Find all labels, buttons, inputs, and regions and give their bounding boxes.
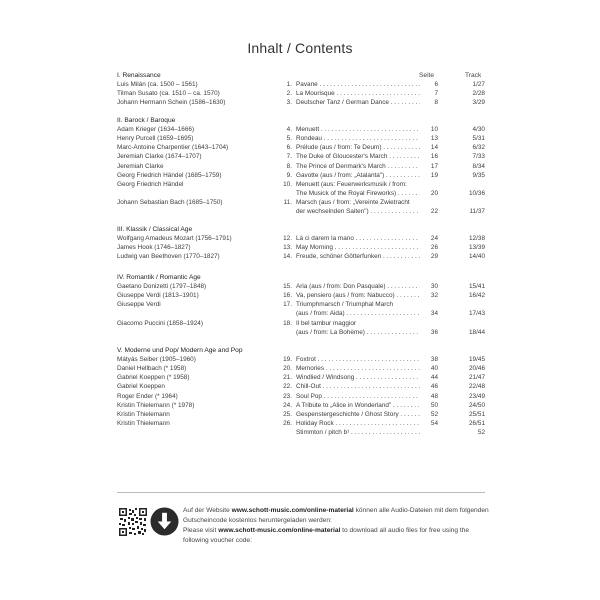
- entry-number: 7.: [286, 153, 292, 161]
- piece-title-text: Foxtrot: [296, 356, 316, 363]
- composer-name: Giacomo Puccini (1858–1924): [117, 319, 203, 327]
- toc-entry: [0, 365, 600, 374]
- composer-name: Mátyás Seiber (1905–1960): [117, 356, 196, 363]
- piece-title-text: Rondeau: [296, 135, 322, 143]
- piece-title-text: (aus / from: La Bohème): [296, 328, 365, 336]
- piece-title: [296, 429, 420, 437]
- composer-name: Jeremiah Clarke (1674–1707): [117, 153, 202, 161]
- piece-title-text: der wechselnden Saiten"): [296, 208, 369, 216]
- piece-title-text: Stimmton / pitch b¹: [296, 429, 350, 437]
- toc-entry: [0, 244, 600, 253]
- toc-entry: [0, 208, 600, 217]
- composer-name: Kristin Thielemann (* 1978): [117, 401, 195, 409]
- piece-title-text: Windlied / Windsong: [296, 374, 355, 382]
- composer-name: Gabriel Koeppen (* 1958): [117, 374, 190, 382]
- piece-title-text: Soul Pop: [296, 392, 322, 400]
- track-number: 13/39: [469, 244, 485, 252]
- entry-number: 21.: [283, 374, 292, 382]
- composer-name: Luis Milán (ca. 1500 – 1561): [117, 81, 198, 88]
- composer-name: Kristin Thielemann: [117, 410, 170, 418]
- composer-name: Georg Friedrich Händel: [117, 180, 184, 188]
- track-number: 11/37: [469, 208, 485, 216]
- track-number: 26/51: [469, 420, 485, 428]
- track-number: 22/48: [469, 383, 485, 391]
- piece-title-text: Menuett (aus: Feuerwerksmusik / from:: [296, 180, 407, 188]
- section-title: II. Barock / Baroque: [117, 117, 176, 124]
- entry-number: 10.: [283, 180, 292, 188]
- entry-number: 20.: [283, 365, 292, 373]
- toc-entry: [0, 283, 600, 292]
- toc-entry: [0, 374, 600, 383]
- piece-title: [296, 153, 420, 161]
- page-number: 50: [430, 401, 438, 409]
- toc-entry: [0, 292, 600, 301]
- track-number: 5/31: [472, 135, 485, 143]
- piece-title: [296, 383, 420, 391]
- page-number: 16: [430, 153, 438, 161]
- composer-name: Johann Sebastian Bach (1685–1750): [117, 199, 223, 207]
- page-number: 48: [430, 392, 438, 400]
- piece-title-text: Va, pensiero (aus / from: Nabucco): [296, 292, 395, 300]
- piece-title: [296, 283, 420, 291]
- piece-title: [296, 190, 420, 198]
- page-number: 14: [430, 144, 438, 152]
- entry-number: 4.: [286, 126, 292, 133]
- toc-entry: [0, 181, 600, 190]
- piece-title: [296, 329, 420, 337]
- page-number: 32: [430, 292, 438, 300]
- entry-number: 26.: [283, 420, 292, 428]
- track-number: 6/32: [472, 144, 485, 152]
- composer-name: Gabriel Koeppen: [117, 383, 165, 391]
- column-header-track: Track: [465, 72, 482, 79]
- page-number: 52: [430, 410, 438, 418]
- entry-number: 13.: [283, 244, 292, 252]
- track-number: 12/38: [469, 235, 485, 242]
- entry-number: 11.: [283, 199, 292, 207]
- piece-title-text: Marsch (aus / from: „Vereinte Zwietracht: [296, 199, 410, 207]
- piece-title-text: Chill-Out: [296, 383, 321, 391]
- track-number: 52: [477, 429, 485, 437]
- piece-title-text: Pavane: [296, 81, 318, 88]
- piece-title-text: Il bel tambur maggior: [296, 319, 357, 327]
- page-number: 26: [430, 244, 438, 252]
- piece-title: [296, 301, 420, 309]
- piece-title-text: A Tribute to „Alice in Wonderland": [296, 401, 392, 409]
- piece-title: [296, 199, 420, 207]
- composer-name: Gaetano Donizetti (1797–1848): [117, 283, 207, 290]
- toc-entry: [0, 199, 600, 208]
- piece-title-text: Holiday Rock: [296, 420, 334, 428]
- download-link-en[interactable]: www.schott-music.com/online-material: [218, 527, 341, 534]
- piece-title-text: The Musick of the Royal Fireworks): [296, 190, 397, 198]
- composer-name: Adam Krieger (1634–1666): [117, 126, 195, 133]
- page-number: 6: [434, 81, 438, 88]
- piece-title: [296, 411, 420, 419]
- download-info-de: [183, 506, 493, 525]
- piece-title: [296, 393, 420, 401]
- toc-entry: [0, 301, 600, 310]
- track-number: 16/42: [469, 292, 485, 300]
- divider: [117, 492, 485, 493]
- track-number: 4/30: [472, 126, 485, 133]
- page-number: 13: [430, 135, 438, 143]
- toc-entry: [0, 90, 600, 99]
- download-info-de-post: können alle Audio-Dateien mit dem folgenden Gutscheincode kostenlos heruntergeladen werden:: [183, 507, 489, 524]
- qr-code-icon: [119, 508, 147, 536]
- composer-name: Giuseppe Verdi (1813–1901): [117, 292, 199, 300]
- toc-entry: [0, 190, 600, 199]
- entry-number: 15.: [283, 283, 292, 290]
- composer-name: Wolfgang Amadeus Mozart (1756–1791): [117, 235, 232, 242]
- toc-entry: [0, 126, 600, 135]
- piece-title: [296, 81, 420, 89]
- page-number: 40: [430, 365, 438, 373]
- piece-title: [296, 208, 420, 216]
- section-title: IV. Romantik / Romantic Age: [117, 274, 201, 281]
- piece-title-text: La Mourisque: [296, 90, 335, 98]
- page-number: 46: [430, 383, 438, 391]
- piece-title: [296, 163, 420, 171]
- entry-number: 18.: [283, 319, 292, 327]
- piece-title: [296, 181, 420, 189]
- toc-entry: [0, 310, 600, 319]
- composer-name: Giuseppe Verdi: [117, 301, 161, 309]
- piece-title-text: Deutscher Tanz / German Dance: [296, 99, 389, 107]
- toc-entry: [0, 135, 600, 144]
- download-arrow-icon: [150, 507, 179, 536]
- piece-title: [296, 244, 420, 252]
- entry-number: 25.: [283, 410, 292, 418]
- page-number: 17: [430, 162, 438, 170]
- page-number: 22: [430, 208, 438, 216]
- page-number: 10: [430, 126, 438, 133]
- toc-entry: [0, 144, 600, 153]
- page-number: 19: [430, 171, 438, 179]
- piece-title: [296, 99, 420, 107]
- piece-title: [296, 320, 420, 328]
- toc-entry: [0, 172, 600, 181]
- page-number: 29: [430, 253, 438, 261]
- page-number: 34: [430, 310, 438, 318]
- piece-title: [296, 90, 420, 98]
- download-info: [183, 506, 493, 545]
- piece-title: [296, 356, 420, 364]
- piece-title: [296, 253, 420, 261]
- track-number: 14/40: [469, 253, 485, 261]
- piece-title-text: May Morning: [296, 244, 333, 252]
- piece-title-text: The Duke of Gloucester's March: [296, 153, 388, 161]
- entry-number: 19.: [283, 356, 292, 363]
- entry-number: 17.: [283, 301, 292, 309]
- download-info-en-pre: Please visit: [183, 527, 219, 534]
- track-number: 9/35: [472, 171, 485, 179]
- page-number: 36: [430, 328, 438, 336]
- page-number: 7: [434, 90, 438, 98]
- section-title: V. Moderne und Pop/ Modern Age and Pop: [117, 347, 243, 354]
- entry-number: 6.: [286, 144, 292, 152]
- entry-number: 24.: [283, 401, 292, 409]
- toc-entry: [0, 402, 600, 411]
- page-number: 8: [434, 99, 438, 107]
- download-link-de[interactable]: www.schott-music.com/online-material: [231, 507, 354, 514]
- composer-name: Marc-Antoine Charpentier (1643–1704): [117, 144, 229, 152]
- piece-title-text: Menuett: [296, 126, 320, 133]
- track-number: 3/29: [472, 99, 485, 107]
- entry-number: 9.: [286, 171, 292, 179]
- piece-title: [296, 235, 420, 243]
- page-number: 54: [430, 420, 438, 428]
- composer-name: Daniel Hellbach (* 1958): [117, 365, 187, 373]
- toc-entry: [0, 356, 600, 365]
- composer-name: Johann Hermann Schein (1586–1630): [117, 99, 226, 107]
- track-number: 15/41: [469, 283, 485, 290]
- piece-title: [296, 365, 420, 373]
- toc-entry: [0, 420, 600, 429]
- composer-name: Kristin Thielemann: [117, 420, 170, 428]
- piece-title-text: (aus / from: Aida): [296, 310, 345, 318]
- piece-title: [296, 310, 420, 318]
- page-number: 24: [430, 235, 438, 242]
- page-number: 44: [430, 374, 438, 382]
- piece-title-text: Là ci darem la mano: [296, 235, 354, 242]
- track-number: 19/45: [469, 356, 485, 363]
- piece-title: [296, 135, 420, 143]
- track-number: 8/34: [472, 162, 485, 170]
- composer-name: James Hook (1746–1827): [117, 244, 191, 252]
- composer-name: Jeremiah Clarke: [117, 162, 164, 170]
- toc-entry: [0, 429, 600, 438]
- toc-entry: [0, 393, 600, 402]
- piece-title: [296, 172, 420, 180]
- piece-title-text: The Prince of Denmark's March: [296, 162, 386, 170]
- toc-entry: [0, 320, 600, 329]
- download-info-en: [183, 526, 493, 545]
- piece-title-text: Gespenstergeschichte / Ghost Story: [296, 410, 399, 418]
- piece-title: [296, 126, 420, 134]
- piece-title-text: Memories: [296, 365, 325, 373]
- piece-title-text: Triumphmarsch / Triumphal March: [296, 301, 394, 309]
- piece-title-text: Prélude (aus / from: Te Deum): [296, 144, 382, 152]
- composer-name: Tilman Susato (ca. 1510 – ca. 1570): [117, 90, 220, 98]
- entry-number: 5.: [286, 135, 292, 143]
- entry-number: 8.: [286, 162, 292, 170]
- entry-number: 14.: [283, 253, 292, 261]
- track-number: 18/44: [469, 328, 485, 336]
- track-number: 24/50: [469, 401, 485, 409]
- section-title: III. Klassik / Classical Age: [117, 226, 193, 233]
- track-number: 20/46: [469, 365, 485, 373]
- track-number: 7/33: [472, 153, 485, 161]
- track-number: 25/51: [469, 410, 485, 418]
- toc-entry: [0, 383, 600, 392]
- composer-name: Georg Friedrich Händel (1685–1759): [117, 171, 222, 179]
- page-number: 38: [430, 356, 438, 363]
- entry-number: 2.: [286, 90, 292, 98]
- track-number: 1/27: [472, 81, 485, 88]
- toc-entry: [0, 253, 600, 262]
- column-header-seite: Seite: [419, 72, 435, 79]
- page-number: 30: [430, 283, 438, 290]
- piece-title: [296, 144, 420, 152]
- track-number: 23/49: [469, 392, 485, 400]
- toc-entry: [0, 411, 600, 420]
- toc-entry: [0, 153, 600, 162]
- track-number: 10/36: [469, 190, 485, 198]
- toc-entry: [0, 235, 600, 244]
- download-info-de-pre: Auf der Website: [183, 507, 232, 514]
- entry-number: 3.: [286, 99, 292, 107]
- piece-title: [296, 292, 420, 300]
- entry-number: 23.: [283, 392, 292, 400]
- toc-entry: [0, 329, 600, 338]
- entry-number: 16.: [283, 292, 292, 300]
- composer-name: Henry Purcell (1659–1695): [117, 135, 194, 143]
- piece-title-text: Gavotte (aus / from: „Atalanta"): [296, 171, 385, 179]
- track-number: 17/43: [469, 310, 485, 318]
- entry-number: 12.: [283, 235, 292, 242]
- composer-name: Ludwig van Beethoven (1770–1827): [117, 253, 220, 261]
- composer-name: Roger Ender (* 1964): [117, 392, 178, 400]
- track-number: 21/47: [469, 374, 485, 382]
- page-title: Inhalt / Contents: [247, 40, 353, 56]
- entry-number: 22.: [283, 383, 292, 391]
- piece-title: [296, 374, 420, 382]
- download-info-en-post: to download all audio files for free using the following voucher code:: [183, 527, 469, 544]
- toc-entry: [0, 81, 600, 90]
- piece-title-text: Aria (aus / from: Don Pasquale): [296, 283, 386, 290]
- piece-title: [296, 402, 420, 410]
- entry-number: 1.: [286, 81, 292, 88]
- toc-entry: [0, 99, 600, 108]
- toc-entry: [0, 163, 600, 172]
- page-number: 20: [430, 190, 438, 198]
- piece-title-text: Freude, schöner Götterfunken: [296, 253, 382, 261]
- piece-title: [296, 420, 420, 428]
- section-title: I. Renaissance: [117, 72, 161, 79]
- track-number: 2/28: [472, 90, 485, 98]
